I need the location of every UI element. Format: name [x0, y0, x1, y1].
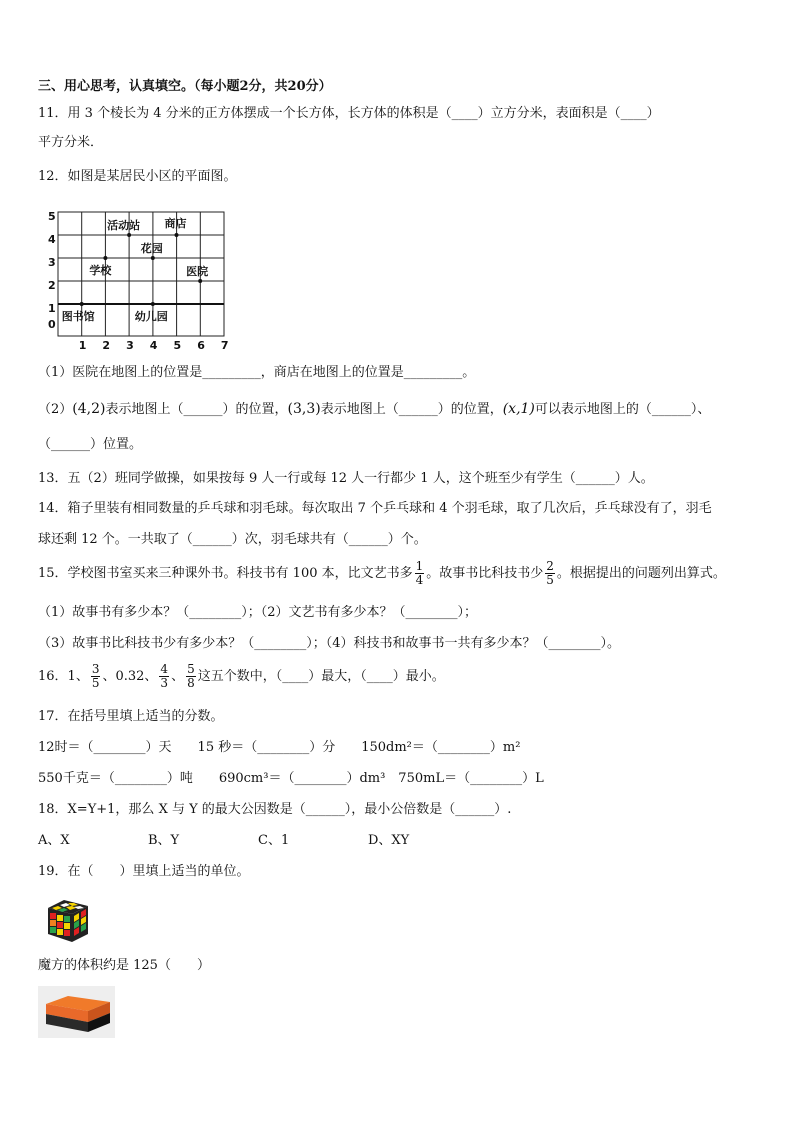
x-tick-label: 1	[78, 339, 87, 349]
x-tick-label: 5	[173, 339, 182, 349]
q12-title: 12．如图是某居民小区的平面图。	[38, 169, 237, 184]
map-point-activity	[127, 233, 131, 237]
fraction-5-8	[186, 663, 196, 690]
y-tick-label: 2	[48, 279, 56, 292]
q14-line2: 球还剩 12 个。一共取了（______）次，羽毛球共有（______）个。	[38, 532, 427, 547]
rubiks-cube-image	[44, 896, 92, 944]
y-tick-label: 5	[48, 210, 56, 223]
frac-num: 5	[187, 662, 195, 676]
q15-sub1: （1）故事书有多少本？（________）；（2）文艺书有多少本？（________）；	[38, 605, 478, 620]
map-point-school	[103, 256, 107, 260]
frac-den: 5	[91, 676, 100, 690]
y-tick-label: 0	[48, 318, 56, 331]
point-4-2: (4,2)	[72, 401, 106, 417]
q18-options	[38, 832, 478, 850]
q19-cube-text: 魔方的体积约是 125（ ）	[38, 958, 210, 973]
x-tick-label: 2	[102, 339, 111, 349]
q12-sub2-b: 表示地图上（______）的位置，	[105, 402, 288, 417]
frac-den: 3	[160, 676, 169, 690]
map-point-shop	[175, 233, 179, 237]
q12-sub2-d: 可以表示地图上的（______）、	[534, 402, 711, 417]
frac-num: 1	[415, 559, 424, 573]
q17-row2: 550千克＝（________）吨 690cm³＝（________）dm³ 750mL＝（________）L	[38, 771, 544, 786]
x-tick-label: 6	[197, 339, 205, 349]
y-tick-label: 3	[48, 256, 56, 269]
map-label-school: 学校	[89, 264, 112, 277]
point-x-1: (x,1)	[502, 401, 535, 417]
frac-den: 8	[187, 676, 195, 690]
y-tick-label: 4	[48, 233, 56, 246]
q18-title: 18．X=Y+1，那么 X 与 Y 的最大公因数是（______），最小公倍数是（______）.	[38, 802, 512, 817]
map-point-kindergarten	[151, 302, 155, 306]
q14-line1: 14．箱子里装有相同数量的乒乓球和羽毛球。每次取出 7 个乒乓球和 4 个羽毛球，取了几次后，乒乓球没有了，羽毛	[38, 501, 712, 516]
option-a[interactable]: A、X	[38, 833, 70, 848]
option-d[interactable]: D、XY	[368, 833, 410, 848]
fraction-4-3	[159, 663, 169, 690]
q15-part-b: 。故事书比科技书少	[426, 566, 544, 581]
q16	[38, 662, 445, 692]
q17-title: 17．在括号里填上适当的分数。	[38, 709, 224, 724]
x-tick-label: 3	[126, 339, 134, 349]
map-point-hospital	[198, 279, 202, 283]
map-label-kindergarten: 幼儿园	[134, 310, 168, 323]
q12-sub2-a: （2）	[38, 402, 73, 417]
map-label-activity: 活动站	[107, 219, 141, 232]
q11-line1: 11．用 3 个棱长为 4 分米的正方体摆成一个长方体，长方体的体积是（____）立方分米，表面积是（____）	[38, 106, 660, 121]
q12-sub1: （1）医院在地图上的位置是_________，商店在地图上的位置是_________。	[38, 365, 476, 380]
q16-part-a: 16．1、	[38, 669, 89, 684]
q19-title: 19．在（ ）里填上适当的单位。	[38, 864, 250, 879]
q12-sub2	[38, 400, 710, 419]
q12-sub2-line2: （______）位置。	[38, 437, 143, 452]
q13: 13．五（2）班同学做操，如果按每 9 人一行或每 12 人一行都少 1 人，这个班至少有学生（______）人。	[38, 471, 654, 486]
frac-num: 3	[91, 662, 100, 676]
q12-sub2-c: 表示地图上（______）的位置，	[320, 402, 503, 417]
frac-den: 4	[415, 573, 424, 587]
q11-line2: 平方分米．	[38, 135, 104, 150]
map-label-garden: 花园	[140, 242, 163, 255]
map-point-garden	[151, 256, 155, 260]
map-figure	[34, 204, 244, 349]
map-point-library	[80, 302, 84, 306]
q15-line1	[38, 560, 726, 588]
section-title: 三、用心思考，认真填空。（每小题2分，共20分）	[38, 79, 332, 94]
q15-part-a: 15．学校图书室买来三种课外书。科技书有 100 本，比文艺书多	[38, 566, 413, 581]
q15-part-c: 。根据提出的问题列出算式。	[556, 566, 726, 581]
point-3-3: (3,3)	[287, 401, 321, 417]
box-image	[38, 986, 115, 1038]
option-b[interactable]: B、Y	[148, 833, 180, 848]
q15-sub2: （3）故事书比科技书少有多少本？（________）；（4）科技书和故事书一共有多少本？（________）。	[38, 636, 621, 651]
fraction-one-quarter	[415, 560, 425, 587]
q17-row1: 12时＝（________）天 15 秒＝（________）分 150dm²＝（________）m²	[38, 740, 521, 755]
frac-den: 5	[546, 573, 554, 587]
fraction-two-fifths	[545, 560, 555, 587]
map-label-shop: 商店	[164, 217, 187, 230]
frac-num: 4	[160, 662, 169, 676]
frac-num: 2	[546, 559, 554, 573]
q16-part-d: 这五个数中，（____）最大，（____）最小。	[197, 669, 445, 684]
map-label-hospital: 医院	[186, 265, 209, 278]
x-tick-label: 4	[149, 339, 158, 349]
map-label-library: 图书馆	[61, 310, 95, 323]
fraction-3-5	[91, 663, 101, 690]
option-c[interactable]: C、1	[258, 833, 290, 848]
x-tick-label: 7	[220, 339, 229, 349]
y-tick-label: 1	[48, 302, 56, 315]
q16-part-b: 、0.32、	[102, 669, 158, 684]
q16-part-c: 、	[171, 669, 185, 684]
